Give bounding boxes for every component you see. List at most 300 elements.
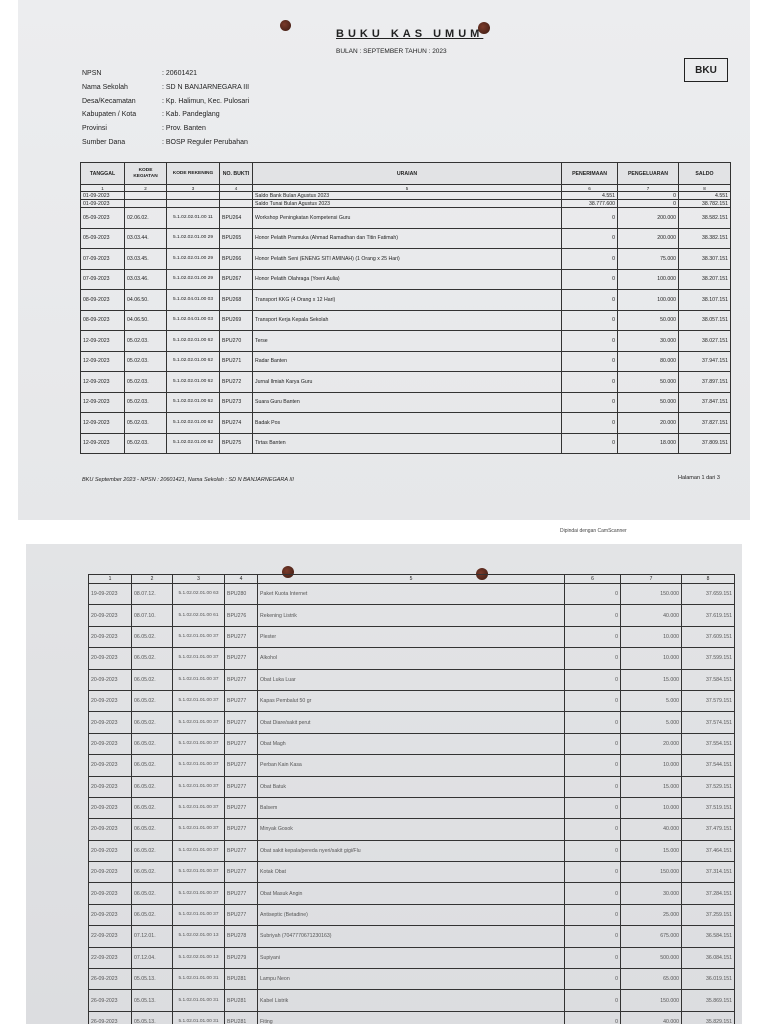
expense-cell: 150.000 [621,584,682,605]
index-cell: 6 [562,185,618,192]
activity-code-cell: 06.05.02. [132,690,173,711]
description-cell: Radar Banten [253,351,562,372]
table-row [81,249,731,270]
balance-cell: 37.619.151 [682,605,735,626]
account-code-cell: 5.1.02.02.01.00 61 [173,605,225,626]
account-code-cell: 5.1.02.01.01.00 37 [173,755,225,776]
receipt-cell: 0 [565,904,621,925]
empty-cell [167,200,220,208]
page-number: Halaman 1 dari 3 [678,475,720,481]
document-page-1 [18,0,750,520]
table-row [89,969,735,990]
table-row [89,733,735,754]
expense-cell: 0 [618,192,679,200]
balance-cell: 37.479.151 [682,819,735,840]
activity-code-cell: 07.12.04. [132,947,173,968]
col-header: PENGELUARAN [618,163,679,185]
account-code-cell: 5.1.02.02.01.00 62 [167,351,220,372]
balance-cell: 38.582.151 [679,208,731,229]
info-label: Desa/Kecamatan [82,97,136,105]
balance-cell: 37.609.151 [682,626,735,647]
description-cell: Workshop Peningkatan Kompetensi Guru [253,208,562,229]
receipt-cell: 0 [565,947,621,968]
receipt-no-cell: BPU277 [225,712,258,733]
receipt-no-cell: BPU272 [220,372,253,393]
receipt-no-cell: BPU280 [225,584,258,605]
index-cell: 6 [565,575,621,584]
expense-cell: 100.000 [618,290,679,311]
activity-code-cell: 06.05.02. [132,883,173,904]
activity-code-cell: 04.06.50. [125,310,167,331]
table-row [81,351,731,372]
receipt-cell: 0 [565,712,621,733]
expense-cell: 150.000 [621,990,682,1011]
index-cell: 7 [621,575,682,584]
table-row [89,648,735,669]
date-cell: 26-09-2023 [89,1011,132,1024]
account-code-cell: 5.1.02.02.01.00 62 [167,413,220,434]
empty-cell [220,192,253,200]
expense-cell: 50.000 [618,310,679,331]
info-label: Kabupaten / Kota [82,111,137,119]
date-cell: 12-09-2023 [81,372,125,393]
receipt-no-cell: BPU277 [225,904,258,925]
scanner-watermark: Dipindai dengan CamScanner [560,528,627,534]
receipt-cell: 0 [565,605,621,626]
empty-cell [167,192,220,200]
receipt-cell: 0 [562,310,618,331]
expense-cell: 18.000 [618,433,679,454]
index-cell: 5 [258,575,565,584]
account-code-cell: 5.1.02.02.01.00 13 [173,926,225,947]
description-cell: Obat Luka Luar [258,669,565,690]
description-cell: Obat sakit kepala/pereda nyeri/sakit gigi/Flu [258,840,565,861]
info-row [82,84,249,98]
receipt-no-cell: BPU281 [225,1011,258,1024]
date-cell: 22-09-2023 [89,947,132,968]
date-cell: 20-09-2023 [89,883,132,904]
balance-cell: 37.579.151 [682,690,735,711]
date-cell: 20-09-2023 [89,733,132,754]
receipt-no-cell: BPU265 [220,228,253,249]
balance-cell: 38.057.151 [679,310,731,331]
table-row [89,690,735,711]
receipt-cell: 0 [565,883,621,904]
col-header: TANGGAL [81,163,125,185]
date-cell: 20-09-2023 [89,819,132,840]
date-cell: 20-09-2023 [89,797,132,818]
balance-cell: 37.544.151 [682,755,735,776]
receipt-no-cell: BPU273 [220,392,253,413]
index-row [81,185,731,192]
activity-code-cell: 03.03.45. [125,249,167,270]
date-cell: 01-09-2023 [81,192,125,200]
receipt-no-cell: BPU267 [220,269,253,290]
account-code-cell: 5.1.02.01.01.00 37 [173,712,225,733]
activity-code-cell: 07.12.01. [132,926,173,947]
table-row [89,626,735,647]
balance-cell: 37.809.151 [679,433,731,454]
receipt-cell: 0 [565,584,621,605]
table-row [81,331,731,352]
account-code-cell: 5.1.02.02.01.00 13 [173,947,225,968]
balance-cell: 38.382.151 [679,228,731,249]
expense-cell: 15.000 [621,776,682,797]
index-cell: 1 [89,575,132,584]
receipt-cell: 0 [565,626,621,647]
header-row [81,163,731,185]
description-cell: Obat Magh [258,733,565,754]
table-row [81,269,731,290]
date-cell: 20-09-2023 [89,712,132,733]
account-code-cell: 5.1.02.04.01.00 03 [167,290,220,311]
receipt-cell: 0 [565,969,621,990]
description-cell: Antiseptic (Betadine) [258,904,565,925]
expense-cell: 65.000 [621,969,682,990]
activity-code-cell: 06.05.02. [132,797,173,818]
col-header: KODE KEGIATAN [125,163,167,185]
col-header: URAIAN [253,163,562,185]
table-row [89,926,735,947]
table-row [89,904,735,925]
description-cell: Kabel Listrik [258,990,565,1011]
account-code-cell: 5.1.02.02.01.00 62 [167,372,220,393]
expense-cell: 10.000 [621,755,682,776]
account-code-cell: 5.1.02.01.01.00 37 [173,862,225,883]
account-code-cell: 5.1.02.01.01.00 37 [173,797,225,818]
balance-cell: 36.584.151 [682,926,735,947]
date-cell: 12-09-2023 [81,331,125,352]
table-row [81,290,731,311]
activity-code-cell: 06.05.02. [132,648,173,669]
receipt-cell: 0 [562,269,618,290]
table-row [89,1011,735,1024]
activity-code-cell: 06.05.02. [132,904,173,925]
table-row [89,990,735,1011]
account-code-cell: 5.1.02.01.01.00 37 [173,904,225,925]
table-row [89,840,735,861]
date-cell: 20-09-2023 [89,840,132,861]
receipt-cell: 0 [562,290,618,311]
activity-code-cell: 06.05.02. [132,862,173,883]
table-row [81,372,731,393]
activity-code-cell: 03.03.46. [125,269,167,290]
description-cell: Paket Kuota Internet [258,584,565,605]
description-cell: Balsem [258,797,565,818]
date-cell: 01-09-2023 [81,200,125,208]
activity-code-cell: 08.07.12. [132,584,173,605]
date-cell: 05-09-2023 [81,228,125,249]
table-row [89,819,735,840]
balance-cell: 38.207.151 [679,269,731,290]
activity-code-cell: 05.02.03. [125,433,167,454]
expense-cell: 10.000 [621,797,682,818]
description-cell: Alkohol [258,648,565,669]
balance-cell: 37.574.151 [682,712,735,733]
table-row [81,192,731,200]
info-value: : Kab. Pandeglang [162,111,220,119]
index-cell: 7 [618,185,679,192]
account-code-cell: 5.1.02.02.01.00 29 [167,249,220,270]
expense-cell: 5.000 [621,690,682,711]
balance-cell: 37.897.151 [679,372,731,393]
period-subtitle: BULAN : SEPTEMBER TAHUN : 2023 [336,48,447,55]
expense-cell: 5.000 [621,712,682,733]
account-code-cell: 5.1.02.01.01.00 31 [173,990,225,1011]
expense-cell: 20.000 [621,733,682,754]
table-row [89,776,735,797]
expense-cell: 80.000 [618,351,679,372]
table-row [89,755,735,776]
activity-code-cell: 06.05.02. [132,626,173,647]
receipt-no-cell: BPU277 [225,840,258,861]
activity-code-cell: 05.05.13. [132,969,173,990]
index-cell: 1 [81,185,125,192]
balance-cell: 35.829.151 [682,1011,735,1024]
description-cell: Subriyah (7047770671230163) [258,926,565,947]
balance-cell: 37.827.151 [679,413,731,434]
info-row [82,139,249,153]
expense-cell: 10.000 [621,648,682,669]
table-row [89,797,735,818]
account-code-cell: 5.1.02.02.01.00 29 [167,228,220,249]
activity-code-cell: 06.05.02. [132,819,173,840]
expense-cell: 675.000 [621,926,682,947]
index-cell: 8 [682,575,735,584]
date-cell: 12-09-2023 [81,392,125,413]
activity-code-cell: 05.02.03. [125,413,167,434]
expense-cell: 10.000 [621,626,682,647]
activity-code-cell: 05.05.13. [132,1011,173,1024]
activity-code-cell: 06.05.02. [132,840,173,861]
description-cell: Terse [253,331,562,352]
balance-cell: 36.019.151 [682,969,735,990]
activity-code-cell: 02.06.02. [125,208,167,229]
activity-code-cell: 05.02.03. [125,392,167,413]
date-cell: 20-09-2023 [89,669,132,690]
receipt-no-cell: BPU281 [225,990,258,1011]
description-cell: Lampu Neon [258,969,565,990]
account-code-cell: 5.1.02.01.01.00 37 [173,883,225,904]
receipt-no-cell: BPU277 [225,755,258,776]
balance-cell: 37.599.151 [682,648,735,669]
receipt-no-cell: BPU266 [220,249,253,270]
activity-code-cell: 04.06.50. [125,290,167,311]
info-value: : BOSP Reguler Perubahan [162,138,248,146]
info-label: NPSN [82,70,102,77]
table-row [81,208,731,229]
activity-code-cell: 05.02.03. [125,372,167,393]
info-value: : Prov. Banten [162,125,206,133]
date-cell: 08-09-2023 [81,310,125,331]
account-code-cell: 5.1.02.01.01.00 31 [173,1011,225,1024]
account-code-cell: 5.1.02.01.01.00 31 [173,969,225,990]
balance-cell: 36.084.151 [682,947,735,968]
balance-cell: 37.284.151 [682,883,735,904]
receipt-no-cell: BPU277 [225,690,258,711]
activity-code-cell: 06.05.02. [132,712,173,733]
page-title: BUKU KAS UMUM [336,28,484,40]
expense-cell: 40.000 [621,1011,682,1024]
description-cell: Supiyani [258,947,565,968]
col-header: SALDO [679,163,731,185]
receipt-cell: 0 [562,249,618,270]
date-cell: 26-09-2023 [89,969,132,990]
date-cell: 20-09-2023 [89,690,132,711]
index-cell: 3 [173,575,225,584]
balance-cell: 38.027.151 [679,331,731,352]
description-cell: Transport KKG (4 Orang x 12 Hari) [253,290,562,311]
receipt-no-cell: BPU277 [225,669,258,690]
info-value: : 20601421 [162,70,198,77]
receipt-no-cell: BPU277 [225,797,258,818]
date-cell: 26-09-2023 [89,990,132,1011]
bku-badge: BKU [684,58,728,82]
receipt-cell: 0 [562,413,618,434]
balance-cell: 37.584.151 [682,669,735,690]
receipt-cell: 0 [565,926,621,947]
index-cell: 3 [167,185,220,192]
cash-ledger-table-continued [88,574,735,1024]
balance-cell: 37.847.151 [679,392,731,413]
receipt-cell: 0 [565,648,621,669]
expense-cell: 30.000 [618,331,679,352]
school-info [82,70,249,153]
account-code-cell: 5.1.02.01.01.00 37 [173,626,225,647]
receipt-cell: 0 [562,228,618,249]
receipt-cell: 0 [565,733,621,754]
date-cell: 08-09-2023 [81,290,125,311]
receipt-no-cell: BPU269 [220,310,253,331]
description-cell: Honor Pelatih Olahraga (Yoeni Aulia) [253,269,562,290]
account-code-cell: 5.1.02.02.01.00 62 [167,433,220,454]
cash-ledger-table [80,162,731,454]
receipt-no-cell: BPU270 [220,331,253,352]
index-cell: 5 [253,185,562,192]
receipt-cell: 0 [562,392,618,413]
table-row [89,862,735,883]
table-row [81,433,731,454]
receipt-no-cell: BPU277 [225,733,258,754]
index-row [89,575,735,584]
receipt-cell: 0 [565,755,621,776]
expense-cell: 200.000 [618,228,679,249]
activity-code-cell: 06.05.02. [132,669,173,690]
receipt-cell: 0 [565,797,621,818]
receipt-cell: 0 [565,669,621,690]
receipt-cell: 38.777.600 [562,200,618,208]
account-code-cell: 5.1.02.01.01.00 37 [173,690,225,711]
col-header: KODE REKENING [167,163,220,185]
description-cell: Rekening Listrik [258,605,565,626]
date-cell: 20-09-2023 [89,904,132,925]
index-cell: 4 [220,185,253,192]
table-row [89,669,735,690]
table-row [81,200,731,208]
account-code-cell: 5.1.02.02.01.00 62 [167,392,220,413]
col-header: NO. BUKTI [220,163,253,185]
activity-code-cell: 06.05.02. [132,733,173,754]
receipt-cell: 0 [562,351,618,372]
description-cell: Obat Masuk Angin [258,883,565,904]
empty-cell [125,192,167,200]
receipt-cell: 0 [565,990,621,1011]
date-cell: 20-09-2023 [89,626,132,647]
info-row [82,98,249,112]
receipt-cell: 0 [565,840,621,861]
balance-cell: 4.551 [679,192,731,200]
table-row [89,883,735,904]
activity-code-cell: 08.07.10. [132,605,173,626]
description-cell: Kapas Pembalut 50 gr [258,690,565,711]
date-cell: 12-09-2023 [81,351,125,372]
expense-cell: 40.000 [621,819,682,840]
balance-cell: 38.782.151 [679,200,731,208]
receipt-cell: 0 [562,372,618,393]
description-cell: Perban Kain Kasa [258,755,565,776]
table-row [81,310,731,331]
expense-cell: 15.000 [621,669,682,690]
balance-cell: 37.519.151 [682,797,735,818]
table-row [89,712,735,733]
date-cell: 12-09-2023 [81,413,125,434]
receipt-cell: 0 [565,776,621,797]
description-cell: Suara Guru Banten [253,392,562,413]
date-cell: 19-09-2023 [89,584,132,605]
expense-cell: 50.000 [618,372,679,393]
receipt-no-cell: BPU277 [225,626,258,647]
expense-cell: 200.000 [618,208,679,229]
description-cell: Fiting [258,1011,565,1024]
expense-cell: 75.000 [618,249,679,270]
page-footer: BKU September 2023 - NPSN : 20601421, Nama Sekolah : SD N BANJARNEGARA III [82,477,294,483]
receipt-no-cell: BPU271 [220,351,253,372]
receipt-cell: 0 [565,862,621,883]
balance-cell: 37.464.151 [682,840,735,861]
account-code-cell: 5.1.02.01.01.00 37 [173,776,225,797]
expense-cell: 25.000 [621,904,682,925]
expense-cell: 20.000 [618,413,679,434]
balance-cell: 37.554.151 [682,733,735,754]
balance-cell: 35.869.151 [682,990,735,1011]
receipt-no-cell: BPU277 [225,862,258,883]
info-value: : SD N BANJARNEGARA III [162,83,250,91]
description-cell: Transport Kerja Kepala Sekolah [253,310,562,331]
account-code-cell: 5.1.02.01.01.00 37 [173,733,225,754]
date-cell: 05-09-2023 [81,208,125,229]
activity-code-cell: 05.05.13. [132,990,173,1011]
description-cell: Honor Pelatih Seni (ENENG SITI AMINAH) (1 Orang x 25 Hari) [253,249,562,270]
col-header: PENERIMAAN [562,163,618,185]
index-cell: 4 [225,575,258,584]
info-label: Sumber Dana [82,138,126,146]
expense-cell: 30.000 [621,883,682,904]
table-row [89,947,735,968]
table-row [81,228,731,249]
info-value: : Kp. Halimun, Kec. Pulosari [162,97,250,105]
description-cell: Obat Diare/sakit perut [258,712,565,733]
account-code-cell: 5.1.02.02.01.00 29 [167,269,220,290]
info-label: Provinsi [82,125,107,133]
balance-cell: 37.529.151 [682,776,735,797]
expense-cell: 50.000 [618,392,679,413]
balance-cell: 38.107.151 [679,290,731,311]
date-cell: 07-09-2023 [81,249,125,270]
info-row [82,111,249,125]
balance-cell: 37.314.151 [682,862,735,883]
info-row [82,125,249,139]
receipt-cell: 0 [565,819,621,840]
